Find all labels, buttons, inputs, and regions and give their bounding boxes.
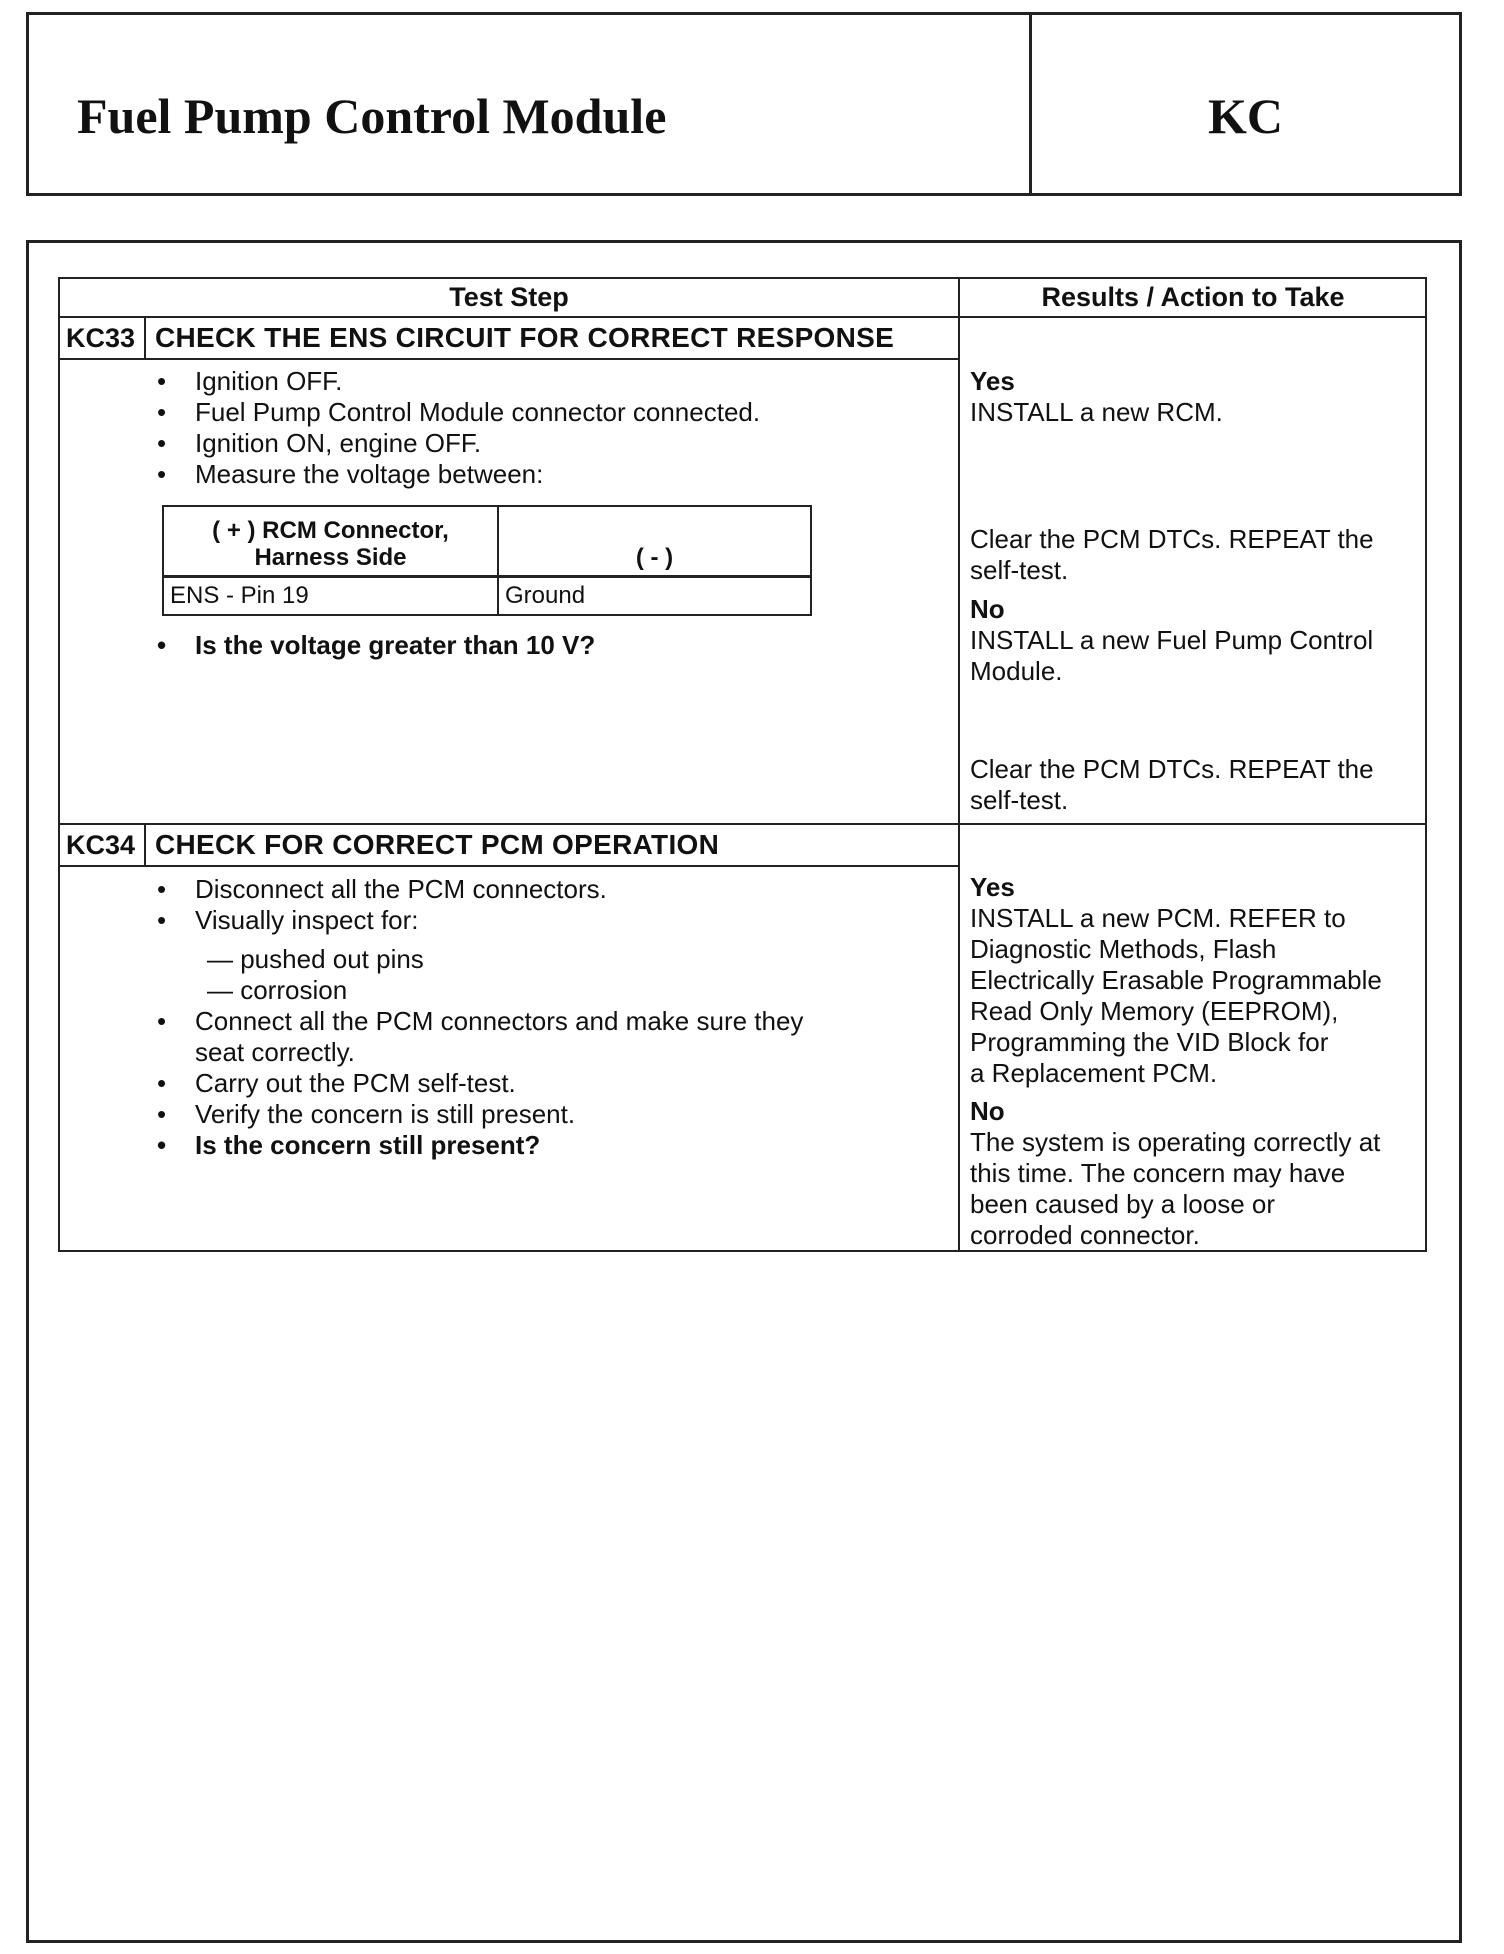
list-item: • Carry out the PCM self-test. — [145, 1068, 945, 1099]
yes-label: Yes — [970, 366, 1015, 396]
yes-line: Programming the VID Block for — [970, 1027, 1329, 1057]
title-cell — [29, 15, 1032, 193]
yes-line: Electrically Erasable Programmable — [970, 965, 1382, 995]
kc33-heading-divider — [58, 358, 958, 360]
measure-minus-value: Ground — [498, 577, 811, 616]
kc33-results — [970, 366, 1422, 428]
col-header-test-step: Test Step — [449, 282, 569, 312]
no-label: No — [970, 594, 1005, 624]
kc33-id-divider — [144, 316, 146, 359]
kc33-no — [970, 594, 1422, 687]
step-heading: CHECK THE ENS CIRCUIT FOR CORRECT RESPONSE — [155, 322, 895, 353]
yes-action: INSTALL a new RCM. — [970, 397, 1223, 427]
yes-followup-line: Clear the PCM DTCs. REPEAT the — [970, 524, 1374, 554]
kc34-instructions-b — [145, 1006, 945, 1161]
header-divider — [58, 316, 1427, 318]
no-action-line: INSTALL a new Fuel Pump Control — [970, 625, 1374, 655]
column-divider — [958, 277, 960, 1252]
kc34-heading-divider — [58, 865, 958, 867]
yes-line: Diagnostic Methods, Flash — [970, 934, 1277, 964]
table-row — [163, 577, 811, 616]
measure-col-plus-line1: ( + ) RCM Connector, — [212, 517, 449, 544]
measurement-table — [162, 505, 812, 616]
list-item-line: seat correctly. — [195, 1037, 355, 1067]
no-followup-line: Clear the PCM DTCs. REPEAT the — [970, 754, 1374, 784]
measure-col-plus — [163, 506, 498, 577]
measure-col-plus-line2: Harness Side — [254, 544, 407, 571]
list-item: • Ignition OFF. — [145, 366, 945, 397]
kc34-subitems — [207, 944, 424, 1006]
yes-label: Yes — [970, 872, 1015, 902]
yes-followup-line: self-test. — [970, 555, 1069, 585]
no-line: been caused by a loose or — [970, 1189, 1275, 1219]
kc34-id-divider — [144, 823, 146, 866]
step-id: KC34 — [66, 830, 136, 860]
page-title: Fuel Pump Control Module — [77, 88, 667, 144]
yes-line: INSTALL a new PCM. REFER to — [970, 903, 1346, 933]
question-item: • Is the concern still present? — [145, 1130, 945, 1161]
list-item: • Visually inspect for: — [145, 905, 945, 936]
kc33-instructions — [145, 366, 945, 490]
no-label: No — [970, 1096, 1005, 1126]
no-action-line: Module. — [970, 656, 1063, 686]
kc33-yes-followup — [970, 524, 1422, 586]
list-item: • Verify the concern is still present. — [145, 1099, 945, 1130]
kc34-yes — [970, 872, 1422, 1089]
sub-item: — pushed out pins — [207, 944, 424, 974]
col-header-results: Results / Action to Take — [1041, 282, 1345, 312]
list-item: • Fuel Pump Control Module connector connected. — [145, 397, 945, 428]
section-code: KC — [1208, 88, 1283, 144]
list-item: • Ignition ON, engine OFF. — [145, 428, 945, 459]
list-item-line: Connect all the PCM connectors and make sure they — [195, 1006, 804, 1036]
step-heading: CHECK FOR CORRECT PCM OPERATION — [155, 829, 720, 860]
no-line: corroded connector. — [970, 1220, 1200, 1250]
no-followup-line: self-test. — [970, 785, 1069, 815]
kc34-no — [970, 1096, 1422, 1251]
sub-item: — corrosion — [207, 975, 348, 1005]
no-line: The system is operating correctly at — [970, 1127, 1381, 1157]
kc33-question — [145, 630, 945, 661]
no-line: this time. The concern may have — [970, 1158, 1346, 1188]
list-item: • Disconnect all the PCM connectors. — [145, 874, 945, 905]
question-item: • Is the voltage greater than 10 V? — [145, 630, 945, 661]
kc34-instructions-a — [145, 874, 945, 936]
title-header — [26, 12, 1462, 196]
measure-col-minus: ( - ) — [498, 506, 811, 577]
measure-plus-value: ENS - Pin 19 — [163, 577, 498, 616]
kc34-row-divider — [58, 823, 1427, 825]
kc33-no-followup — [970, 754, 1422, 816]
yes-line: a Replacement PCM. — [970, 1058, 1218, 1088]
list-item — [145, 1006, 945, 1068]
list-item: • Measure the voltage between: — [145, 459, 945, 490]
step-id: KC33 — [66, 323, 136, 353]
yes-line: Read Only Memory (EEPROM), — [970, 996, 1339, 1026]
